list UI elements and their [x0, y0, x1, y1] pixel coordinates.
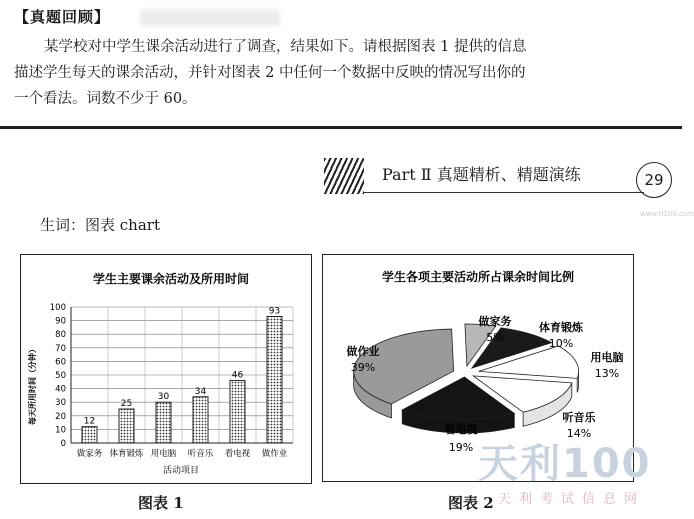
- prompt-line-1: 某学校对中学生课余活动进行了调查，结果如下。请根据图表 1 提供的信息: [44, 39, 527, 55]
- bar-value-label: 12: [83, 416, 96, 427]
- bar-chart-grid: [71, 307, 293, 443]
- bar-value-label: 34: [194, 386, 207, 397]
- figure-1-frame: [20, 254, 312, 484]
- bar: [193, 397, 208, 443]
- part-header: [324, 154, 674, 196]
- bar: [82, 427, 97, 443]
- pie-label: 看电视: [444, 423, 478, 436]
- section-header: 【真题回顾】: [14, 8, 111, 26]
- pie-label: 做家务: [478, 315, 512, 328]
- pie-label: 用电脑: [590, 351, 624, 364]
- watermark-logo: 天利100: [478, 441, 652, 487]
- pie-value-label: 39%: [350, 361, 376, 374]
- y-tick-label: 90: [55, 316, 66, 327]
- y-tick-label: 0: [60, 439, 66, 449]
- bar-chart-title: 学生主要课余活动及所用时间: [92, 272, 250, 286]
- bar-chart-ylabel: 每天所用时间（分钟）: [27, 345, 37, 425]
- pie-value-label: 13%: [594, 367, 620, 380]
- category-label: 做作业: [261, 449, 288, 459]
- category-label: 看电视: [224, 449, 251, 459]
- bar-value-label: 30: [157, 392, 170, 403]
- pie-value-label: 10%: [548, 337, 574, 350]
- pie-value-label: 5%: [486, 331, 504, 344]
- page-number: 29: [636, 162, 672, 198]
- pie-value-label: 14%: [566, 427, 592, 440]
- figure-1-caption: 图表 1: [138, 494, 184, 512]
- y-tick-label: 100: [49, 303, 66, 313]
- y-tick-label: 70: [55, 343, 66, 354]
- bar-value-label: 46: [231, 370, 244, 381]
- section-divider: [0, 126, 682, 129]
- pie-label: 听音乐: [562, 411, 596, 424]
- y-tick-label: 50: [55, 371, 66, 381]
- y-tick-label: 60: [55, 357, 66, 368]
- bar-value-label: 93: [268, 306, 281, 317]
- prompt-line-2: 描述学生每天的课余活动，并针对图表 2 中任何一个数据中反映的情况写出你的: [14, 65, 526, 81]
- bar: [156, 402, 171, 443]
- bar-chart-yticks: [50, 303, 66, 449]
- watermark-subtitle: 天利考试信息网: [498, 492, 646, 507]
- stripe-decoration: [324, 158, 364, 194]
- y-tick-label: 40: [55, 384, 66, 395]
- y-tick-label: 20: [55, 411, 66, 422]
- pie-label: 体育锻炼: [539, 321, 583, 334]
- bar-value-label: 25: [120, 399, 133, 409]
- question-prompt: [14, 34, 654, 112]
- bar-chart: [21, 255, 311, 483]
- category-label: 听音乐: [187, 449, 214, 459]
- bar-chart-category-labels: [77, 448, 288, 459]
- y-tick-label: 80: [55, 330, 66, 341]
- y-tick-label: 30: [55, 398, 66, 409]
- figure-2-caption: 图表 2: [448, 494, 494, 512]
- prompt-line-3: 一个看法。词数不少于 60。: [14, 91, 197, 107]
- part-underline: [364, 192, 644, 193]
- y-tick-label: 10: [55, 425, 66, 436]
- pie-label: 做作业: [346, 345, 380, 358]
- vocabulary-note: 生词：图表 chart: [40, 216, 160, 234]
- bar: [230, 380, 245, 443]
- pie-chart-title: 学生各项主要活动所占课余时间比例: [381, 270, 575, 284]
- part-title: Part Ⅱ 真题精析、精题演练: [382, 165, 581, 184]
- watermark-url: www.tl100.com: [640, 210, 694, 218]
- category-label: 用电脑: [150, 449, 177, 459]
- pie-value-label: 19%: [448, 441, 474, 454]
- category-label: 体育锻炼: [109, 449, 144, 459]
- blurred-region: [140, 10, 280, 26]
- bar: [119, 409, 134, 443]
- category-label: 做家务: [76, 449, 103, 459]
- bar: [267, 317, 282, 443]
- bar-chart-xlabel: 活动项目: [162, 466, 200, 476]
